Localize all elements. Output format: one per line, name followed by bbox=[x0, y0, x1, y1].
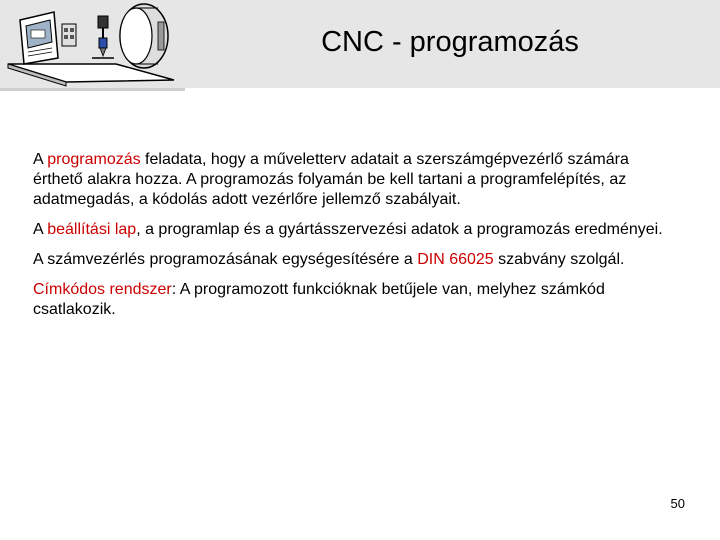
text-segment: A bbox=[33, 151, 48, 168]
text-segment: feladata, hogy a műveletterv adatait a szerszámgépvezérlő számára érthető alakra hozza. A programozás folyamán be kell tartani a programfelépítés, az adatmegadás, a kódolás adott vezérlőre jellemző szabályait. bbox=[33, 151, 629, 208]
paragraph-programming bbox=[33, 150, 683, 210]
paragraph-din-standard bbox=[33, 250, 683, 270]
paragraph-setup-sheet bbox=[33, 220, 683, 240]
text-segment: szabvány szolgál. bbox=[493, 251, 625, 268]
text-segment: : A programozott funkcióknak betűjele van, melyhez számkód csatlakozik. bbox=[33, 281, 605, 318]
page-number: 50 bbox=[670, 496, 685, 511]
cnc-machine-icon bbox=[6, 2, 176, 88]
highlight-term: Címkódos rendszer bbox=[33, 281, 172, 298]
paragraph-address-code bbox=[33, 280, 683, 320]
highlight-term: programozás bbox=[47, 151, 141, 168]
page-title: CNC - programozás bbox=[321, 26, 579, 58]
highlight-term: beállítási lap bbox=[47, 221, 137, 238]
highlight-term: DIN 66025 bbox=[417, 251, 494, 268]
header-shadow bbox=[0, 88, 185, 91]
text-segment: A bbox=[33, 221, 48, 238]
content-body bbox=[33, 150, 683, 330]
text-segment: A számvezérlés programozásának egységesítésére a bbox=[33, 251, 418, 268]
text-segment: , a programlap és a gyártásszervezési adatok a programozás eredményei. bbox=[136, 221, 663, 238]
